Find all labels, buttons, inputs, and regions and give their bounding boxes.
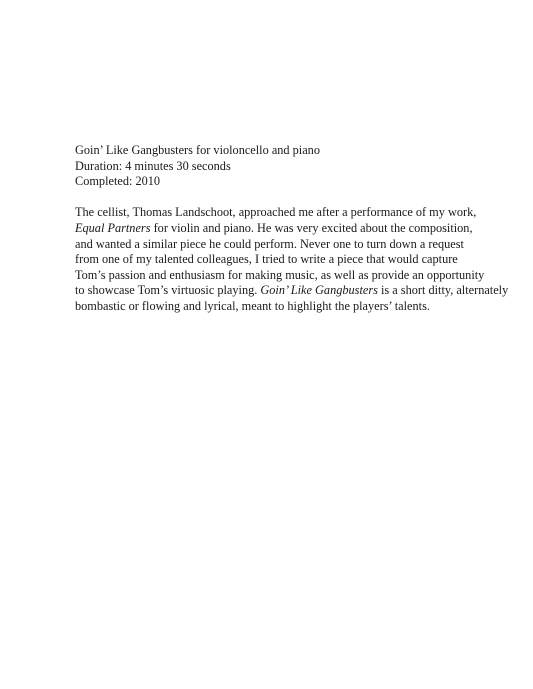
description-paragraph xyxy=(75,205,520,314)
paragraph-line-2-text: for violin and piano. He was very excited about the composition, xyxy=(150,220,473,235)
work-title-equal-partners: Equal Partners xyxy=(75,220,151,235)
piece-title-line: Goin’ Like Gangbusters for violoncello and piano xyxy=(75,143,320,157)
paragraph-line-4: from one of my talented colleagues, I tried to write a piece that would capture xyxy=(75,252,458,267)
paragraph-gap xyxy=(75,190,520,206)
work-title-goin-like-gangbusters: Goin’ Like Gangbusters xyxy=(260,283,378,298)
paragraph-line-5: Tom’s passion and enthusiasm for making music, as well as provide an opportunity xyxy=(75,267,485,282)
program-note xyxy=(75,143,520,315)
completed-line: Completed: 2010 xyxy=(75,174,161,189)
paragraph-line-1: The cellist, Thomas Landschoot, approached me after a performance of my work, xyxy=(75,205,477,220)
paragraph-line-6-end: is a short ditty, alternately xyxy=(377,283,509,298)
paragraph-line-6-start: to showcase Tom’s virtuosic playing. xyxy=(75,283,261,298)
paragraph-line-3: and wanted a similar piece he could perform. Never one to turn down a request xyxy=(75,236,464,251)
paragraph-line-7: bombastic or flowing and lyrical, meant to highlight the players’ talents. xyxy=(75,298,430,313)
paragraph-line-2 xyxy=(75,221,520,237)
duration-line: Duration: 4 minutes 30 seconds xyxy=(75,158,231,173)
paragraph-line-6 xyxy=(75,283,520,299)
